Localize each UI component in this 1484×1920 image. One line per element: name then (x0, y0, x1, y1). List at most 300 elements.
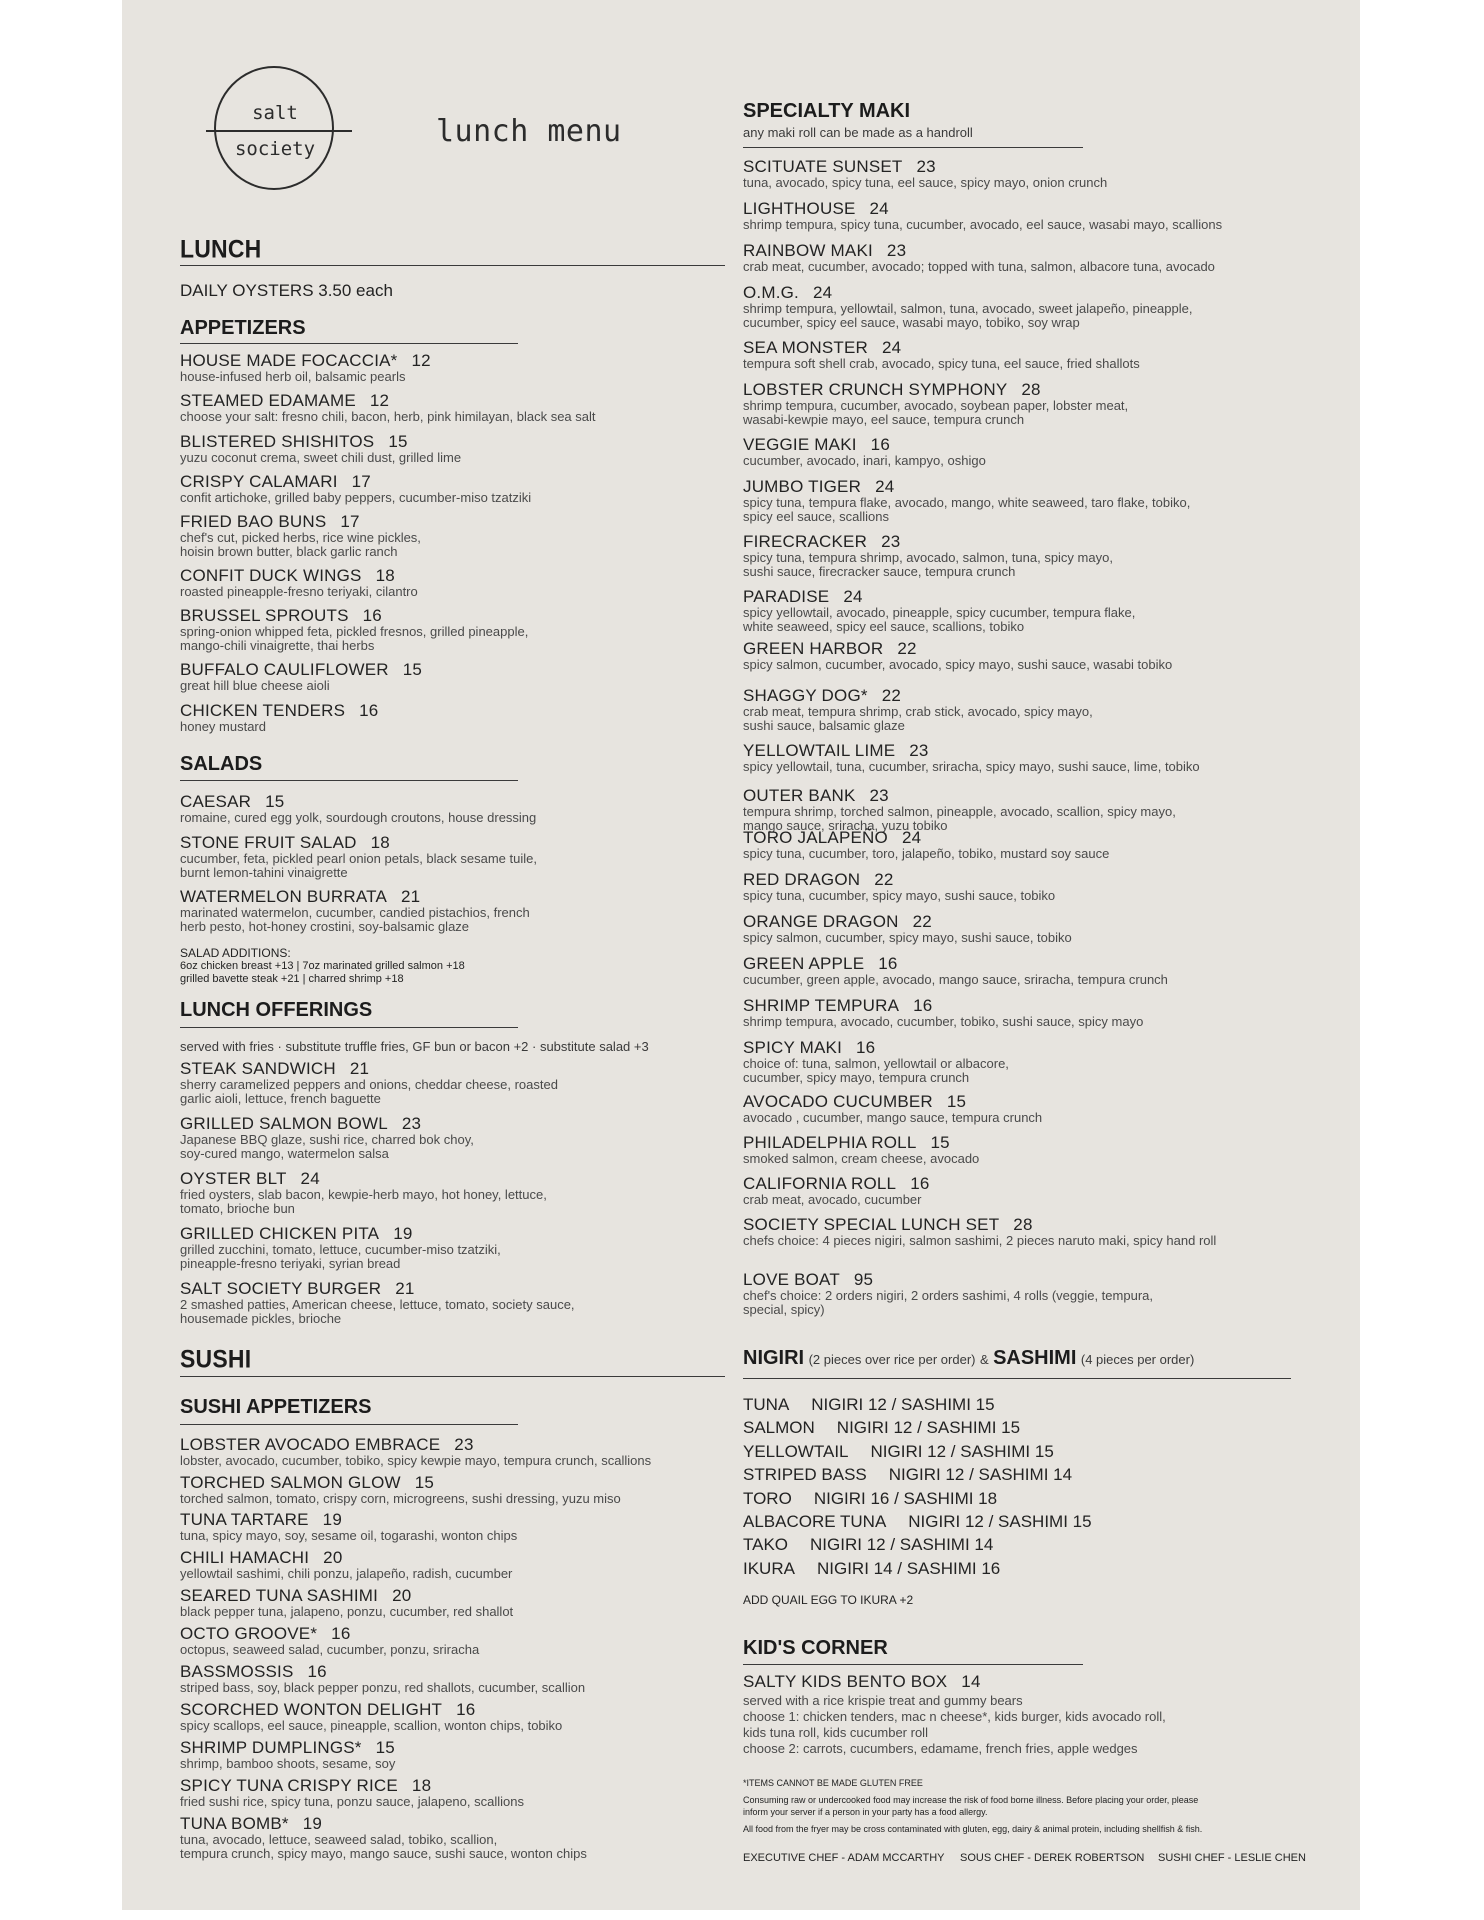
fish-prices: NIGIRI 12 / SASHIMI 15 (908, 1512, 1092, 1531)
item-name: GRILLED SALMON BOWL (180, 1114, 388, 1133)
item-name: CHICKEN TENDERS (180, 701, 346, 720)
item-name: VEGGIE MAKI (743, 435, 857, 454)
fish-name: STRIPED BASS (743, 1465, 867, 1485)
fish-prices: NIGIRI 12 / SASHIMI 15 (870, 1441, 1054, 1461)
maki-item (743, 687, 1093, 733)
sushi-chef: SUSHI CHEF - LESLIE CHEN (1158, 1852, 1306, 1864)
quail-egg-addon: ADD QUAIL EGG TO IKURA +2 (743, 1593, 914, 1607)
nigiri-row (743, 1418, 1020, 1438)
item-price: 23 (869, 786, 889, 805)
maki-item (743, 1216, 1216, 1248)
nigiri-row (743, 1465, 1072, 1485)
item-name: CHILI HAMACHI (180, 1548, 310, 1567)
nigiri-note: (2 pieces over rice per order) (808, 1352, 976, 1367)
item-price: 12 (411, 351, 431, 370)
maki-item (743, 436, 986, 468)
lunch-heading: LUNCH (180, 234, 262, 263)
item-price: 23 (886, 241, 907, 260)
item-description: octopus, seaweed salad, cucumber, ponzu, sriracha (180, 1642, 480, 1657)
daily-oysters: DAILY OYSTERS 3.50 each (180, 281, 393, 300)
item-title (180, 433, 461, 451)
item-description: shrimp, bamboo shoots, sesame, soy (180, 1756, 396, 1771)
item-name: WATERMELON BURRATA (180, 887, 387, 906)
sushi-appetizer-item (180, 1625, 479, 1657)
item-description: herb pesto, hot-honey crostini, soy-balsamic glaze (180, 919, 470, 934)
lunch-rule (180, 265, 725, 266)
item-name: STONE FRUIT SALAD (180, 833, 357, 852)
item-price: 23 (909, 741, 929, 760)
item-description: spicy tuna, cucumber, spicy mayo, sushi sauce, tobiko (743, 888, 1056, 903)
item-price: 18 (370, 833, 390, 852)
item-description: spicy tuna, cucumber, toro, jalapeño, tobiko, mustard soy sauce (743, 846, 1110, 861)
item-description: yuzu coconut crema, sweet chili dust, grilled lime (180, 450, 462, 465)
item-name: PHILADELPHIA ROLL (743, 1133, 917, 1152)
item-price: 24 (812, 283, 833, 302)
item-title (180, 888, 530, 906)
item-description: house-infused herb oil, balsamic pearls (180, 369, 406, 384)
item-title (743, 871, 1055, 889)
sushi-appetizer-item (180, 1777, 524, 1809)
specialty-maki-rule (743, 147, 1083, 148)
item-name: SHRIMP TEMPURA (743, 996, 900, 1015)
item-name: SHRIMP DUMPLINGS* (180, 1738, 362, 1757)
item-price: 28 (1021, 380, 1041, 399)
maki-item (743, 640, 1172, 672)
item-price: 16 (307, 1662, 327, 1681)
item-name: STEAK SANDWICH (180, 1059, 336, 1078)
item-description: chefs choice: 4 pieces nigiri, salmon sashimi, 2 pieces naruto maki, spicy hand roll (743, 1233, 1217, 1248)
item-name: SALT SOCIETY BURGER (180, 1279, 382, 1298)
maki-item (743, 381, 1128, 427)
salad-item (180, 888, 530, 934)
item-title (180, 473, 531, 491)
item-title (743, 997, 1143, 1015)
maki-item (743, 339, 1140, 371)
maki-item (743, 955, 1168, 987)
item-price: 15 (402, 660, 423, 679)
maki-item (743, 829, 1109, 861)
fish-prices: NIGIRI 12 / SASHIMI 14 (810, 1535, 994, 1555)
item-description: tempura crunch, spicy mayo, mango sauce, sushi sauce, wonton chips (180, 1846, 587, 1861)
item-description: spicy salmon, cucumber, avocado, spicy mayo, sushi sauce, wasabi tobiko (743, 657, 1173, 672)
sushi-appetizer-item (180, 1549, 512, 1581)
item-title (180, 1815, 587, 1833)
maki-item (743, 200, 1222, 232)
item-price: 15 (414, 1473, 435, 1492)
item-title (180, 1170, 547, 1188)
lunch-offerings-heading: LUNCH OFFERINGS (180, 999, 373, 1021)
item-name: HOUSE MADE FOCACCIA* (180, 351, 398, 370)
fish-name: SALMON (743, 1418, 815, 1438)
item-title (180, 1474, 621, 1492)
nigiri-row (743, 1559, 1000, 1579)
item-name: RED DRAGON (743, 870, 861, 889)
item-title (180, 661, 422, 679)
item-price: 24 (882, 338, 902, 357)
item-title (180, 1549, 512, 1567)
item-name: BRUSSEL SPROUTS (180, 606, 349, 625)
sashimi-heading: SASHIMI (993, 1347, 1077, 1369)
maki-item (743, 913, 1072, 945)
item-price: 21 (395, 1279, 415, 1298)
item-description: grilled zucchini, tomato, lettuce, cucumber-miso tzatziki, (180, 1242, 501, 1257)
footnote-gluten: *ITEMS CANNOT BE MADE GLUTEN FREE (743, 1778, 923, 1788)
item-price: 17 (340, 512, 360, 531)
item-price: 23 (881, 532, 901, 551)
kids-line-4: choose 2: carrots, cucumbers, edamame, french fries, apple wedges (743, 1741, 1138, 1756)
sushi-appetizer-item (180, 1511, 517, 1543)
item-description: mango sauce, sriracha, yuzu tobiko (743, 818, 948, 833)
item-description: mango-chili vinaigrette, thai herbs (180, 638, 375, 653)
item-title (180, 607, 528, 625)
maki-item (743, 1134, 979, 1166)
sushi-appetizer-item (180, 1663, 585, 1695)
lunch-offerings-note: served with fries · substitute truffle fries, GF bun or bacon +2 · substitute salad +3 (180, 1039, 649, 1054)
item-description: chef's cut, picked herbs, rice wine pickles, (180, 530, 421, 545)
item-name: CAESAR (180, 792, 252, 811)
item-description: shrimp tempura, spicy tuna, cucumber, avocado, eel sauce, wasabi mayo, scallions (743, 217, 1223, 232)
item-price: 15 (930, 1133, 950, 1152)
item-title (743, 787, 1176, 805)
appetizer-item (180, 352, 431, 384)
fish-name: TAKO (743, 1535, 789, 1555)
item-price: 16 (359, 701, 379, 720)
fish-prices: NIGIRI 14 / SASHIMI 16 (816, 1558, 1001, 1578)
item-name: TUNA TARTARE (180, 1510, 309, 1529)
item-name: PARADISE (743, 587, 830, 606)
salad-item (180, 793, 536, 825)
item-price: 16 (362, 606, 382, 625)
fish-prices: NIGIRI 12 / SASHIMI 15 (811, 1395, 995, 1414)
item-description: special, spicy) (743, 1302, 825, 1317)
item-name: CALIFORNIA ROLL (743, 1174, 897, 1193)
item-title (743, 242, 1215, 260)
item-price: 24 (300, 1169, 320, 1188)
item-description: tempura soft shell crab, avocado, spicy tuna, eel sauce, fried shallots (743, 356, 1140, 371)
item-title (180, 1225, 501, 1243)
item-price: 21 (349, 1059, 370, 1078)
kids-bento-item (743, 1673, 1166, 1757)
executive-chef: EXECUTIVE CHEF - ADAM MCCARTHY (743, 1852, 945, 1864)
item-name: JUMBO TIGER (743, 477, 862, 496)
item-title (180, 1663, 585, 1681)
item-description: fried sushi rice, spicy tuna, ponzu sauce, jalapeno, scallions (180, 1794, 524, 1809)
item-description: shrimp tempura, cucumber, avocado, soybean paper, lobster meat, (743, 398, 1129, 413)
item-description: spicy yellowtail, avocado, pineapple, spicy cucumber, tempura flake, (743, 605, 1136, 620)
item-title (180, 352, 431, 370)
item-description: great hill blue cheese aioli (180, 678, 330, 693)
item-name: FIRECRACKER (743, 532, 868, 551)
item-name: LIGHTHOUSE (743, 199, 856, 218)
maki-item (743, 787, 1176, 833)
salads-rule (180, 780, 518, 781)
item-title (180, 392, 596, 410)
item-title (743, 687, 1093, 705)
item-description: sushi sauce, balsamic glaze (743, 718, 905, 733)
item-price: 23 (454, 1435, 474, 1454)
item-title (180, 1739, 395, 1757)
nigiri-sashimi-heading (743, 1347, 1194, 1370)
item-price: 21 (400, 887, 421, 906)
item-price: 20 (323, 1548, 343, 1567)
item-title (743, 1175, 930, 1193)
item-name: SOCIETY SPECIAL LUNCH SET (743, 1215, 1000, 1234)
sushi-appetizer-item (180, 1739, 395, 1771)
item-description: striped bass, soy, black pepper ponzu, red shallots, cucumber, scallion (180, 1680, 586, 1695)
item-description: white seaweed, spicy eel sauce, scallions, tobiko (743, 619, 1025, 634)
item-name: LOVE BOAT (743, 1270, 840, 1289)
item-title (743, 1216, 1216, 1234)
item-title (180, 1115, 474, 1133)
item-price: 23 (401, 1114, 422, 1133)
item-title (180, 1625, 479, 1643)
item-title (743, 1271, 1153, 1289)
item-name: GREEN HARBOR (743, 639, 884, 658)
item-name: SALTY KIDS BENTO BOX (743, 1672, 948, 1691)
item-title (743, 436, 986, 454)
item-title (180, 793, 536, 811)
maki-item (743, 742, 1200, 774)
item-name: SEA MONSTER (743, 338, 869, 357)
item-price: 19 (322, 1510, 342, 1529)
nigiri-row (743, 1512, 1092, 1532)
item-price: 12 (369, 391, 390, 410)
item-title (743, 200, 1222, 218)
appetizer-item (180, 473, 531, 505)
item-title (743, 829, 1109, 847)
item-name: RAINBOW MAKI (743, 241, 873, 260)
sushi-appetizers-rule (180, 1424, 518, 1425)
fish-name: ALBACORE TUNA (743, 1512, 887, 1531)
maki-item (743, 1271, 1153, 1317)
item-title (743, 955, 1168, 973)
item-name: CRISPY CALAMARI (180, 472, 338, 491)
item-title (743, 913, 1072, 931)
item-description: wasabi-kewpie mayo, eel sauce, tempura crunch (743, 412, 1025, 427)
item-title (743, 1093, 1042, 1111)
nigiri-heading: NIGIRI (743, 1347, 805, 1369)
item-description: tuna, avocado, lettuce, seaweed salad, tobiko, scallion, (180, 1832, 498, 1847)
appetizer-item (180, 392, 596, 424)
item-price: 23 (916, 157, 936, 176)
item-description: spicy scallops, eel sauce, pineapple, scallion, wonton chips, tobiko (180, 1718, 563, 1733)
item-description: housemade pickles, brioche (180, 1311, 342, 1326)
item-name: GREEN APPLE (743, 954, 865, 973)
sushi-appetizer-item (180, 1474, 621, 1506)
kids-bento-name (743, 1673, 1166, 1691)
maki-item (743, 1175, 930, 1207)
item-price: 18 (411, 1776, 432, 1795)
kids-line-1: served with a rice krispie treat and gummy bears (743, 1693, 1023, 1708)
fish-name: TORO (743, 1488, 792, 1508)
item-description: shrimp tempura, yellowtail, salmon, tuna, avocado, sweet jalapeño, pineapple, (743, 301, 1193, 316)
maki-item (743, 284, 1192, 330)
item-title (180, 1777, 524, 1795)
footnote-fryer: All food from the fryer may be cross contaminated with gluten, egg, dairy & animal protein, including shellfish & fish. (743, 1824, 1203, 1834)
item-price: 22 (912, 912, 932, 931)
maki-item (743, 997, 1143, 1029)
salad-additions-line-2: grilled bavette steak +21 | charred shrimp +18 (180, 973, 404, 985)
item-price: 20 (392, 1586, 412, 1605)
item-description: honey mustard (180, 719, 266, 734)
footnote-raw-1: Consuming raw or undercooked food may increase the risk of food borne illness. Before placing your order, please (743, 1795, 1199, 1805)
item-price: 15 (946, 1092, 967, 1111)
salt-society-logo (206, 66, 344, 194)
item-description: cucumber, avocado, inari, kampyo, oshigo (743, 453, 986, 468)
item-price: 28 (1013, 1215, 1033, 1234)
item-title (180, 1511, 517, 1529)
item-description: Japanese BBQ glaze, sushi rice, charred bok choy, (180, 1132, 474, 1147)
item-description: tempura shrimp, torched salmon, pineapple, avocado, scallion, spicy mayo, (743, 804, 1176, 819)
nigiri-row (743, 1442, 1054, 1462)
item-price: 22 (897, 639, 917, 658)
fish-prices: NIGIRI 12 / SASHIMI 14 (888, 1465, 1073, 1485)
appetizers-rule (180, 343, 518, 344)
nigiri-row (743, 1535, 993, 1555)
sushi-appetizers-heading: SUSHI APPETIZERS (180, 1396, 372, 1418)
item-price: 16 (910, 1174, 930, 1193)
item-price: 14 (961, 1672, 981, 1691)
sushi-appetizer-item (180, 1587, 513, 1619)
item-description: black pepper tuna, jalapeno, ponzu, cucumber, red shallot (180, 1604, 514, 1619)
item-price: 22 (881, 686, 902, 705)
item-description: smoked salmon, cream cheese, avocado (743, 1151, 980, 1166)
item-name: BUFFALO CAULIFLOWER (180, 660, 389, 679)
item-name: ORANGE DRAGON (743, 912, 899, 931)
item-name: TORO JALAPEÑO (743, 828, 888, 847)
item-description: roasted pineapple-fresno teriyaki, cilantro (180, 584, 418, 599)
item-description: cucumber, spicy eel sauce, wasabi mayo, tobiko, soy wrap (743, 315, 1080, 330)
sashimi-note: (4 pieces per order) (1080, 1352, 1195, 1367)
maki-item (743, 533, 1113, 579)
item-title (743, 478, 1190, 496)
item-title (743, 533, 1113, 551)
item-name: SPICY MAKI (743, 1038, 842, 1057)
nigiri-row (743, 1395, 995, 1415)
item-title (743, 588, 1135, 606)
item-price: 24 (843, 587, 863, 606)
item-price: 16 (878, 954, 898, 973)
item-description: choice of: tuna, salmon, yellowtail or albacore, (743, 1056, 1009, 1071)
footnote-raw-2: inform your server if a person in your party has a food allergy. (743, 1807, 988, 1817)
item-description: lobster, avocado, cucumber, tobiko, spicy kewpie mayo, tempura crunch, scallions (180, 1453, 652, 1468)
item-description: confit artichoke, grilled baby peppers, cucumber-miso tzatziki (180, 490, 532, 505)
item-description: avocado , cucumber, mango sauce, tempura crunch (743, 1110, 1043, 1125)
item-title (743, 640, 1172, 658)
item-name: O.M.G. (743, 283, 799, 302)
item-title (180, 513, 421, 531)
lunch-offerings-rule (180, 1027, 518, 1028)
item-price: 19 (393, 1224, 413, 1243)
specialty-maki-heading: SPECIALTY MAKI (743, 100, 911, 122)
salad-additions-line-1: 6oz chicken breast +13 | 7oz marinated grilled salmon +18 (180, 960, 465, 972)
item-description: marinated watermelon, cucumber, candied pistachios, french (180, 905, 530, 920)
item-name: GRILLED CHICKEN PITA (180, 1224, 380, 1243)
item-price: 15 (265, 792, 285, 811)
item-description: sushi sauce, firecracker sauce, tempura crunch (743, 564, 1016, 579)
item-description: sherry caramelized peppers and onions, cheddar cheese, roasted (180, 1077, 558, 1092)
item-description: romaine, cured egg yolk, sourdough croutons, house dressing (180, 810, 537, 825)
item-title (743, 284, 1192, 302)
item-description: spicy tuna, tempura flake, avocado, mango, white seaweed, taro flake, tobiko, (743, 495, 1191, 510)
appetizer-item (180, 567, 418, 599)
item-title (180, 1436, 651, 1454)
item-name: SCITUATE SUNSET (743, 157, 903, 176)
item-price: 16 (870, 435, 890, 454)
salad-item (180, 834, 537, 880)
item-description: crab meat, cucumber, avocado; topped with tuna, salmon, albacore tuna, avocado (743, 259, 1215, 274)
item-name: BASSMOSSIS (180, 1662, 294, 1681)
maki-item (743, 871, 1055, 903)
logo-word-salt: salt (252, 102, 298, 124)
item-name: STEAMED EDAMAME (180, 391, 356, 410)
item-title (743, 1134, 979, 1152)
item-description: spring-onion whipped feta, pickled fresnos, grilled pineapple, (180, 624, 529, 639)
logo-circle (214, 66, 334, 190)
item-name: OUTER BANK (743, 786, 856, 805)
nigiri-row (743, 1489, 997, 1509)
item-description: spicy salmon, cucumber, spicy mayo, sushi sauce, tobiko (743, 930, 1072, 945)
specialty-maki-subheading: any maki roll can be made as a handroll (743, 125, 973, 140)
kids-rule (743, 1664, 1083, 1665)
item-description: shrimp tempura, avocado, cucumber, tobiko, sushi sauce, spicy mayo (743, 1014, 1144, 1029)
item-price: 22 (874, 870, 894, 889)
item-name: AVOCADO CUCUMBER (743, 1092, 933, 1111)
lunch-offering-item (180, 1225, 501, 1271)
maki-item (743, 588, 1135, 634)
fish-name: TUNA (743, 1395, 790, 1414)
item-description: cucumber, spicy mayo, tempura crunch (743, 1070, 970, 1085)
item-title (180, 1060, 558, 1078)
item-price: 17 (351, 472, 371, 491)
item-name: OCTO GROOVE* (180, 1624, 318, 1643)
item-description: crab meat, tempura shrimp, crab stick, avocado, spicy mayo, (743, 704, 1093, 719)
item-title (180, 567, 418, 585)
sushi-appetizer-item (180, 1436, 651, 1468)
item-title (743, 339, 1140, 357)
item-description: chef's choice: 2 orders nigiri, 2 orders sashimi, 4 rolls (veggie, tempura, (743, 1288, 1153, 1303)
fish-name: YELLOWTAIL (743, 1441, 849, 1461)
item-name: LOBSTER AVOCADO EMBRACE (180, 1435, 441, 1454)
item-name: YELLOWTAIL LIME (743, 741, 896, 760)
item-description: cucumber, feta, pickled pearl onion petals, black sesame tuile, (180, 851, 537, 866)
item-name: SPICY TUNA CRISPY RICE (180, 1776, 398, 1795)
maki-item (743, 1039, 1009, 1085)
item-price: 15 (375, 1738, 395, 1757)
item-price: 16 (331, 1624, 351, 1643)
nigiri-rule (743, 1378, 1291, 1379)
item-title (743, 1039, 1009, 1057)
kids-line-3: kids tuna roll, kids cucumber roll (743, 1725, 928, 1740)
item-name: OYSTER BLT (180, 1169, 287, 1188)
kids-line-2: choose 1: chicken tenders, mac n cheese*, kids burger, kids avocado roll, (743, 1709, 1166, 1724)
appetizer-item (180, 513, 421, 559)
item-description: tuna, avocado, spicy tuna, eel sauce, spicy mayo, onion crunch (743, 175, 1108, 190)
item-description: spicy yellowtail, tuna, cucumber, sriracha, spicy mayo, sushi sauce, lime, tobiko (743, 759, 1200, 774)
maki-item (743, 158, 1107, 190)
sous-chef: SOUS CHEF - DEREK ROBERTSON (960, 1852, 1145, 1864)
item-price: 95 (853, 1270, 874, 1289)
item-title (180, 1587, 513, 1605)
page-title: lunch menu (436, 114, 622, 149)
item-description: torched salmon, tomato, crispy corn, microgreens, sushi dressing, yuzu miso (180, 1491, 621, 1506)
amp: & (979, 1352, 989, 1367)
item-name: SEARED TUNA SASHIMI (180, 1586, 379, 1605)
item-name: TUNA BOMB* (180, 1814, 289, 1833)
lunch-offering-item (180, 1170, 547, 1216)
item-title (180, 702, 378, 720)
item-description: yellowtail sashimi, chili ponzu, jalapeño, radish, cucumber (180, 1566, 513, 1581)
